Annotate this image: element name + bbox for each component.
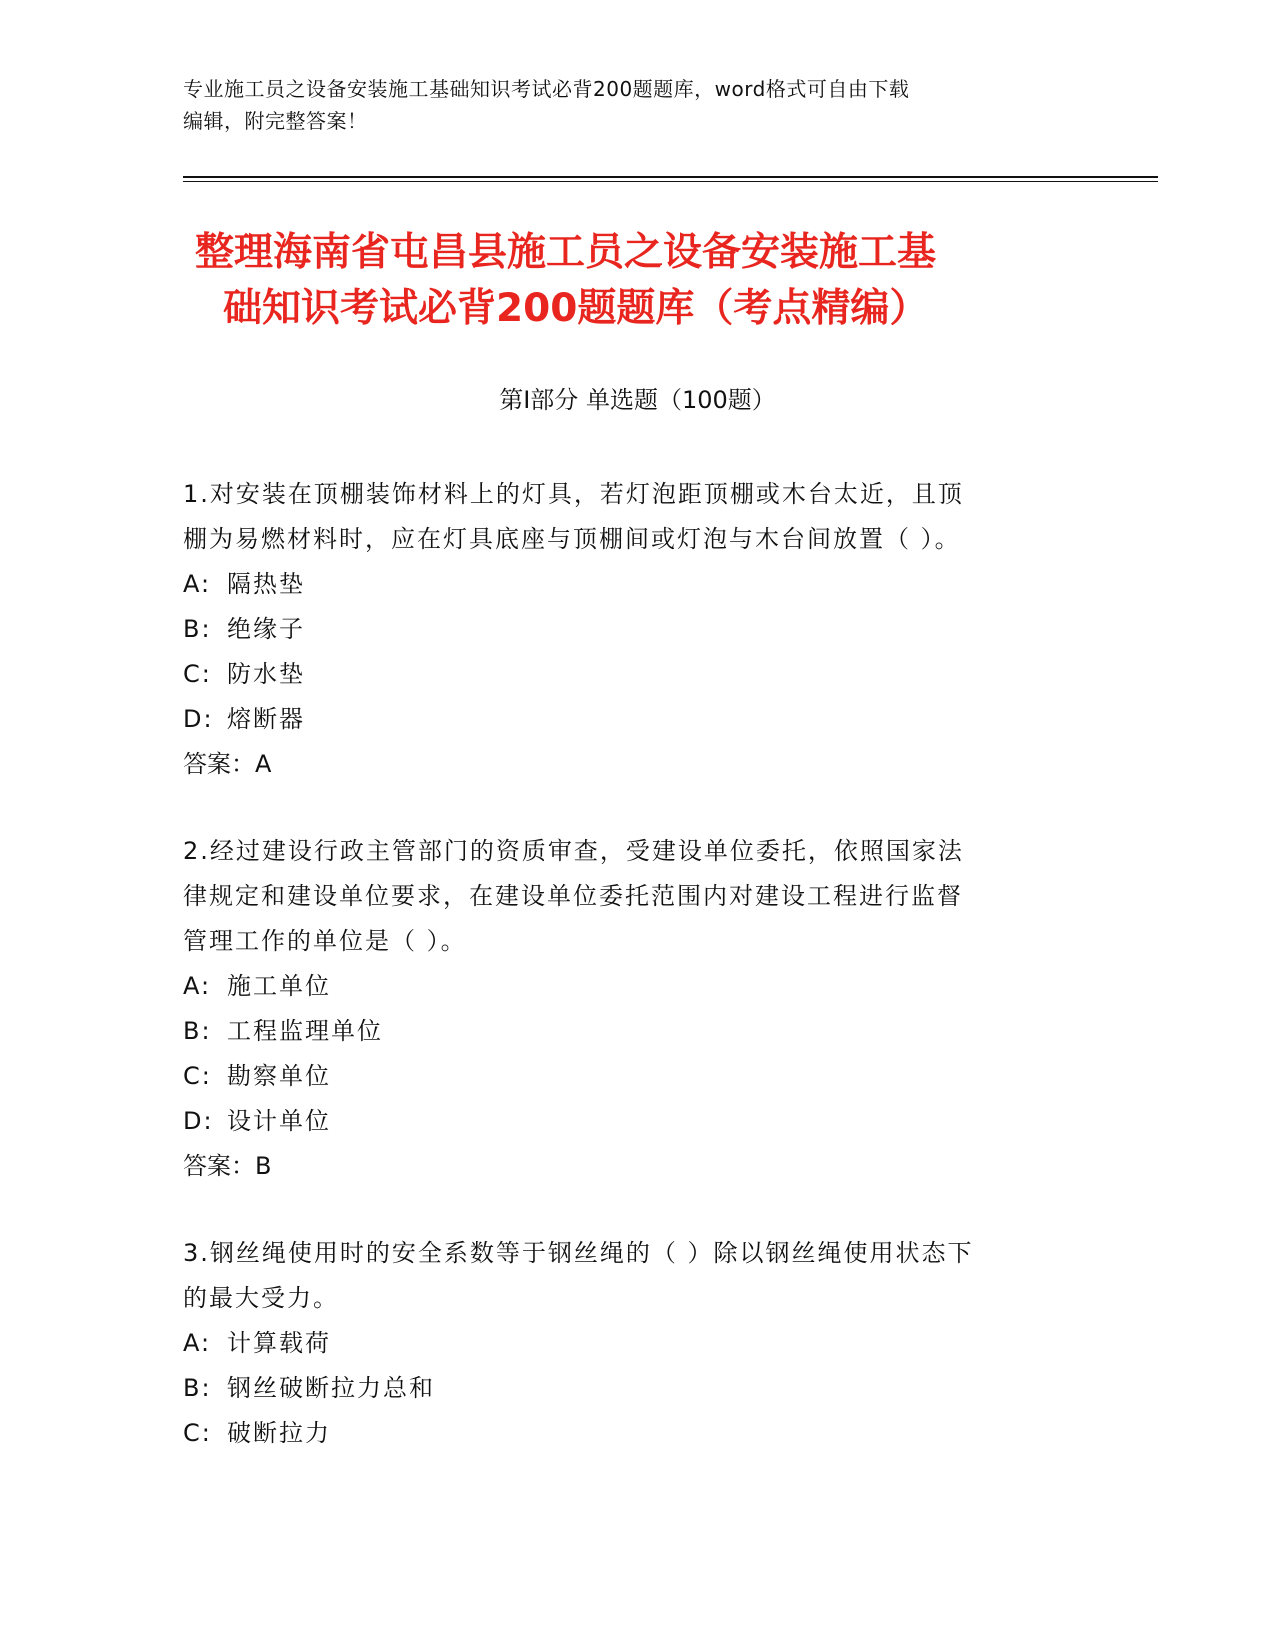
option-label: A: — [183, 570, 212, 598]
option-b — [183, 1009, 1083, 1054]
option-text: 勘察单位 — [227, 1062, 331, 1090]
option-a — [183, 964, 1083, 1009]
option-text: 设计单位 — [227, 1107, 331, 1135]
option-b — [183, 607, 1083, 652]
header-note — [183, 73, 1063, 137]
option-label: B: — [183, 1374, 212, 1402]
section-title: 第Ⅰ部分 单选题（100题） — [499, 386, 776, 414]
option-label: A: — [183, 1329, 212, 1357]
header-divider-thick — [183, 176, 1158, 178]
option-label: B: — [183, 615, 212, 643]
option-label: A: — [183, 972, 212, 1000]
option-label: D: — [183, 1107, 214, 1135]
option-a — [183, 562, 1083, 607]
option-label: C: — [183, 660, 212, 688]
option-c — [183, 1411, 1083, 1456]
option-text: 破断拉力 — [227, 1419, 331, 1447]
question-text-line: 的最大受力。 — [183, 1284, 339, 1312]
option-text: 防水垫 — [227, 660, 305, 688]
option-a — [183, 1321, 1083, 1366]
question-text-line: 3.钢丝绳使用时的安全系数等于钢丝绳的（ ）除以钢丝绳使用状态下 — [183, 1239, 974, 1267]
question-1 — [183, 472, 1083, 787]
question-3 — [183, 1231, 1083, 1456]
document-title — [195, 225, 1095, 337]
option-text: 熔断器 — [227, 705, 305, 733]
option-text: 工程监理单位 — [227, 1017, 383, 1045]
option-c — [183, 652, 1083, 697]
header-note-line-1: 专业施工员之设备安装施工基础知识考试必背200题题库，word格式可自由下载 — [183, 77, 910, 101]
option-text: 施工单位 — [227, 972, 331, 1000]
option-label: B: — [183, 1017, 212, 1045]
question-text-line: 1.对安装在顶棚装饰材料上的灯具，若灯泡距顶棚或木台太近，且顶 — [183, 480, 964, 508]
question-list — [183, 472, 1083, 1498]
option-text: 隔热垫 — [227, 570, 305, 598]
option-text: 绝缘子 — [227, 615, 305, 643]
answer: 答案：A — [183, 750, 272, 778]
question-2 — [183, 829, 1083, 1189]
header-divider-thin — [183, 181, 1158, 182]
option-label: D: — [183, 705, 214, 733]
option-b — [183, 1366, 1083, 1411]
question-text-line: 2.经过建设行政主管部门的资质审查，受建设单位委托，依照国家法 — [183, 837, 964, 865]
header-note-line-2: 编辑，附完整答案！ — [183, 109, 368, 133]
document-title-line-2: 础知识考试必背200题题库（考点精编） — [223, 286, 929, 331]
option-text: 钢丝破断拉力总和 — [227, 1374, 435, 1402]
option-label: C: — [183, 1062, 212, 1090]
answer: 答案：B — [183, 1152, 272, 1180]
question-text-line: 管理工作的单位是（ ）。 — [183, 927, 467, 955]
question-text-line: 棚为易燃材料时，应在灯具底座与顶棚间或灯泡与木台间放置（ ）。 — [183, 525, 961, 553]
option-text: 计算载荷 — [227, 1329, 331, 1357]
option-d — [183, 697, 1083, 742]
option-d — [183, 1099, 1083, 1144]
document-title-line-1: 整理海南省屯昌县施工员之设备安装施工基 — [195, 230, 937, 275]
question-text-line: 律规定和建设单位要求，在建设单位委托范围内对建设工程进行监督 — [183, 882, 963, 910]
option-c — [183, 1054, 1083, 1099]
option-label: C: — [183, 1419, 212, 1447]
